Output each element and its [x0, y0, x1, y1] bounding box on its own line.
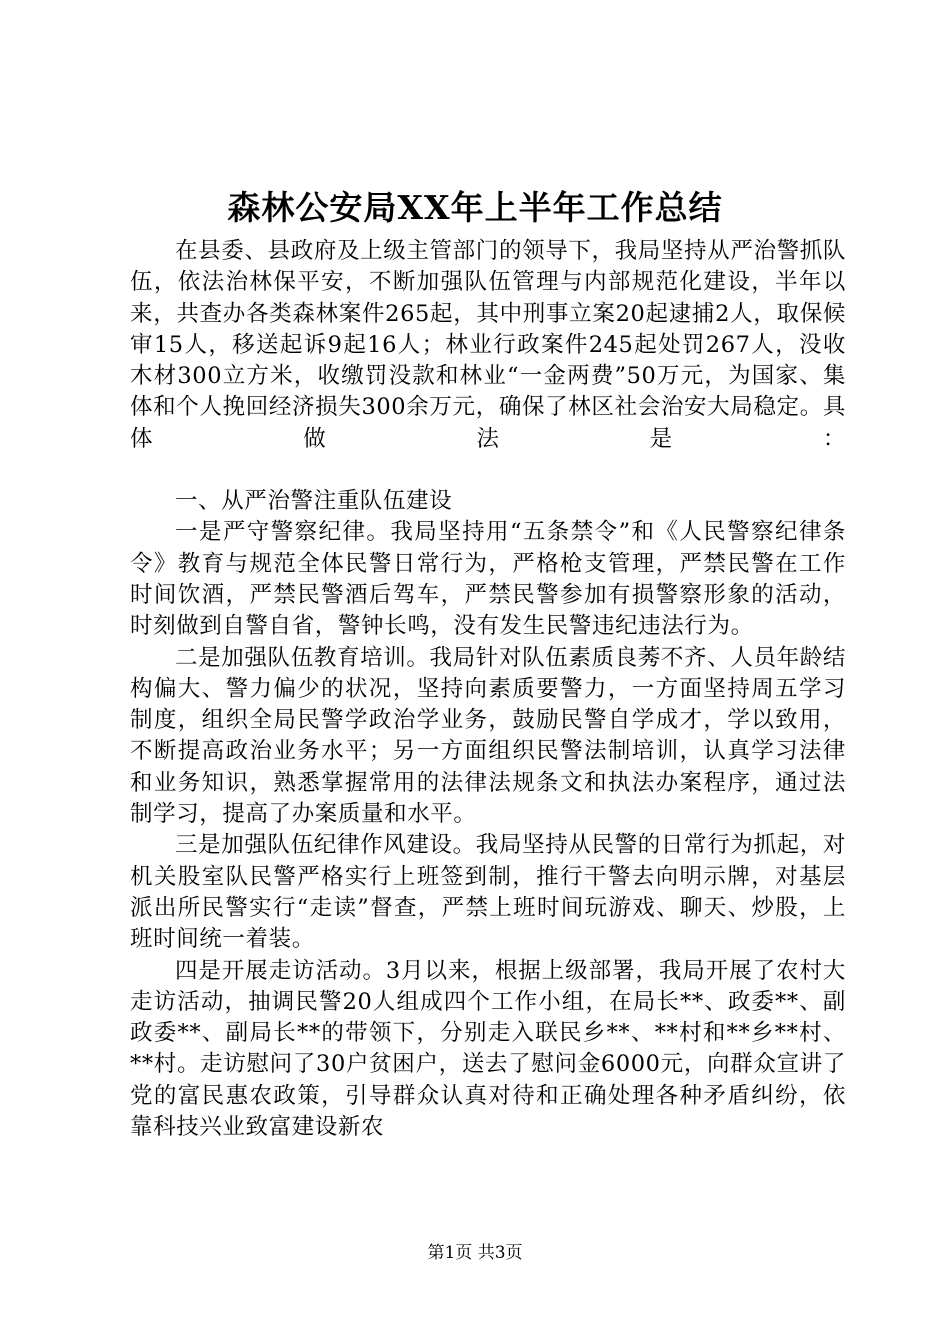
- paragraph-training: 二是加强队伍教育培训。我局针对队伍素质良莠不齐、人员年龄结构偏大、警力偏少的状况，坚持向素质要警力，一方面坚持周五学习制度，组织全局民警学政治学业务，鼓励民警自学成才，学以致用，不断提高政治业务水平；另一方面组织民警法制培训，认真学习法律和业务知识，熟悉掌握常用的法律法规条文和执法办案程序，通过法制学习，提高了办案质量和水平。: [130, 644, 846, 828]
- paragraph-visits: 四是开展走访活动。3月以来，根据上级部署，我局开展了农村大走访活动，抽调民警20人组成四个工作小组，在局长**、政委**、副政委**、副局长**的带领下，分别走入联民乡**、**村和**乡**村、**村。走访慰问了30户贫困户，送去了慰问金6000元，向群众宣讲了党的富民惠农政策，引导群众认真对待和正确处理各种矛盾纠纷，依靠科技兴业致富建设新农: [130, 957, 846, 1141]
- page-number-footer: 第1页 共3页: [427, 1243, 523, 1263]
- document-title: 森林公安局XX年上半年工作总结: [227, 188, 723, 227]
- intro-paragraph: 在县委、县政府及上级主管部门的领导下，我局坚持从严治警抓队伍，依法治林保平安，不断加强队伍管理与内部规范化建设，半年以来，共查办各类森林案件265起，其中刑事立案20起逮捕2人，取保候审15人，移送起诉9起16人；林业行政案件245起处罚267人，没收木材300立方米，收缴罚没款和林业“一金两费”50万元，为国家、集体和个人挽回经济损失300余万元，确保了林区社会治安大局稳定。具体做法是：: [130, 238, 846, 452]
- document-body: [130, 236, 846, 1143]
- paragraph-spacer: [130, 455, 846, 486]
- section-heading: 一、从严治警注重队伍建设: [175, 488, 453, 515]
- paragraph-conduct: 三是加强队伍纪律作风建设。我局坚持从民警的日常行为抓起，对机关股室队民警严格实行上班签到制，推行干警去向明示牌，对基层派出所民警实行“走读”督查，严禁上班时间玩游戏、聊天、炒股，上班时间统一着装。: [130, 832, 846, 953]
- paragraph-discipline: 一是严守警察纪律。我局坚持用“五条禁令”和《人民警察纪律条令》教育与规范全体民警日常行为，严格枪支管理，严禁民警在工作时间饮酒，严禁民警酒后驾车，严禁民警参加有损警察形象的活动，时刻做到自警自省，警钟长鸣，没有发生民警违纪违法行为。: [130, 519, 846, 640]
